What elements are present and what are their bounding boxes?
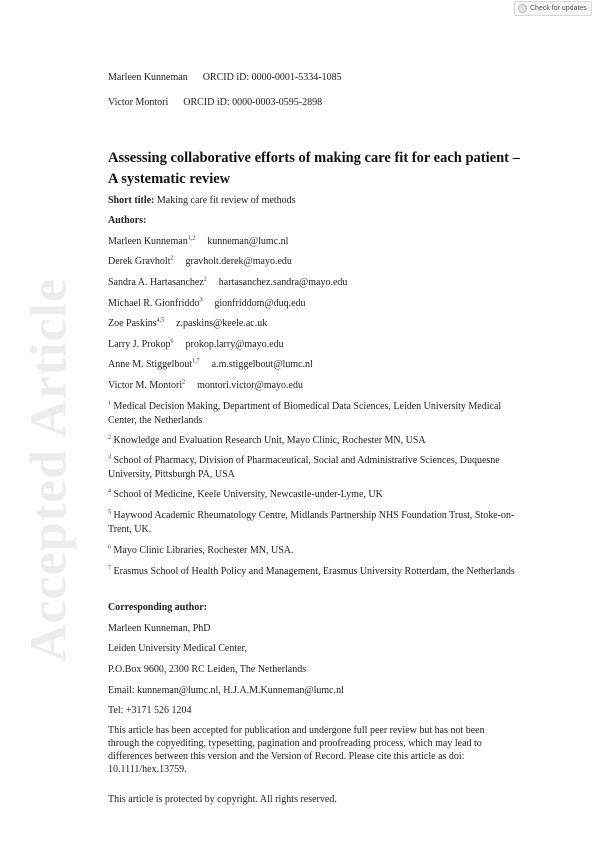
accepted-article-watermark: Accepted Article bbox=[20, 277, 78, 663]
corresponding-name: Marleen Kunneman, PhD bbox=[108, 623, 211, 634]
author-row bbox=[108, 298, 306, 309]
author-affiliation-numbers: 2 bbox=[203, 276, 207, 283]
affiliation-text: Haywood Academic Rheumatology Centre, Midlands Partnership NHS Foundation Trust, Stoke-on-Trent, UK. bbox=[108, 510, 515, 535]
author-row bbox=[108, 318, 267, 329]
short-title-value: Making care fit review of methods bbox=[156, 195, 296, 206]
author-email[interactable]: montori.victor@mayo.edu bbox=[197, 380, 303, 391]
corresponding-email[interactable]: Email: kunneman@lumc.nl, H.J.A.M.Kunneman@lumc.nl bbox=[108, 685, 344, 696]
copyright-notice: This article is protected by copyright. All rights reserved. bbox=[108, 794, 337, 805]
affiliation-item bbox=[108, 400, 518, 428]
author-row bbox=[108, 339, 284, 350]
author-name: Victor M. Montori bbox=[108, 380, 183, 391]
author-email[interactable]: a.m.stiggelbout@lumc.nl bbox=[211, 359, 313, 370]
orcid-author-name: Victor Montori bbox=[108, 97, 169, 108]
orcid-line-montori bbox=[108, 97, 322, 108]
author-affiliation-numbers: 6 bbox=[170, 338, 174, 345]
affiliation-item bbox=[108, 544, 518, 558]
author-email[interactable]: kunneman@lumc.nl bbox=[207, 236, 289, 247]
affiliation-item bbox=[108, 488, 518, 502]
author-name: Michael R. Gionfriddo bbox=[108, 298, 200, 309]
orcid-line-kunneman bbox=[108, 72, 342, 83]
affiliation-item bbox=[108, 509, 518, 537]
orcid-id[interactable]: ORCID iD: 0000-0003-0595-2898 bbox=[183, 97, 323, 108]
author-affiliation-numbers: 1,2 bbox=[187, 235, 196, 242]
short-title bbox=[108, 195, 295, 206]
article-title: Assessing collaborative efforts of making care fit for each patient – A systematic review bbox=[108, 150, 520, 187]
affiliation-text: Medical Decision Making, Department of Biomedical Data Sciences, Leiden University Medical Center, the Netherlands bbox=[108, 401, 502, 426]
corresponding-tel: Tel: +3171 526 1204 bbox=[108, 705, 192, 716]
author-name: Anne M. Stiggelbout bbox=[108, 359, 193, 370]
corresponding-address: P.O.Box 9600, 2300 RC Leiden, The Netherlands bbox=[108, 664, 307, 675]
short-title-label: Short title: bbox=[108, 195, 155, 206]
author-affiliation-numbers: 2 bbox=[182, 379, 186, 386]
author-row bbox=[108, 380, 303, 391]
affiliation-item bbox=[108, 565, 518, 579]
author-name: Sandra A. Hartasanchez bbox=[108, 277, 204, 288]
affiliation-number: 6 bbox=[108, 544, 111, 551]
orcid-author-name: Marleen Kunneman bbox=[108, 72, 188, 83]
author-affiliation-numbers: 2 bbox=[170, 255, 174, 262]
author-affiliation-numbers: 4,5 bbox=[156, 317, 165, 324]
author-name: Derek Gravholt bbox=[108, 256, 171, 267]
orcid-id[interactable]: ORCID iD: 0000-0001-5334-1085 bbox=[202, 72, 342, 83]
author-email[interactable]: gravholt.derek@mayo.edu bbox=[185, 256, 292, 267]
affiliation-number: 1 bbox=[108, 400, 111, 407]
affiliation-number: 5 bbox=[108, 509, 111, 516]
affiliation-number: 4 bbox=[108, 488, 111, 495]
author-row bbox=[108, 359, 313, 370]
affiliation-item bbox=[108, 454, 518, 482]
corresponding-institution: Leiden University Medical Center, bbox=[108, 643, 247, 654]
affiliation-number: 3 bbox=[108, 454, 111, 461]
author-row bbox=[108, 236, 288, 247]
affiliation-text: School of Medicine, Keele University, Newcastle-under-Lyme, UK bbox=[113, 489, 383, 500]
authors-heading: Authors: bbox=[108, 215, 147, 226]
author-row bbox=[108, 256, 292, 267]
accepted-notice: This article has been accepted for publication and undergone full peer review but has not been through the copyediting, typesetting, pagination and proofreading process, which may lead to differences between this version and the Version of Record. Please cite this article as doi: 10.1111/hex.13759. bbox=[108, 725, 485, 775]
author-email[interactable]: z.paskins@keele.ac.uk bbox=[176, 318, 268, 329]
author-email[interactable]: gionfriddom@duq.edu bbox=[214, 298, 306, 309]
affiliation-text: Erasmus School of Health Policy and Management, Erasmus University Rotterdam, the Netherlands bbox=[113, 566, 515, 577]
corresponding-heading: Corresponding author: bbox=[108, 602, 207, 613]
check-for-updates-label: Check for updates bbox=[530, 5, 587, 12]
affiliation-number: 2 bbox=[108, 434, 111, 441]
update-check-icon bbox=[518, 4, 527, 13]
author-name: Zoe Paskins bbox=[108, 318, 157, 329]
author-affiliation-numbers: 1,7 bbox=[192, 358, 200, 365]
author-affiliation-numbers: 3 bbox=[199, 297, 203, 304]
author-name: Marleen Kunneman bbox=[108, 236, 188, 247]
affiliation-item bbox=[108, 434, 518, 448]
check-for-updates-badge[interactable] bbox=[514, 1, 592, 16]
affiliation-number: 7 bbox=[108, 565, 111, 572]
author-row bbox=[108, 277, 347, 288]
affiliation-text: Knowledge and Evaluation Research Unit, Mayo Clinic, Rochester MN, USA bbox=[113, 435, 426, 446]
affiliation-text: Mayo Clinic Libraries, Rochester MN, USA. bbox=[113, 545, 294, 556]
affiliation-text: School of Pharmacy, Division of Pharmaceutical, Social and Administrative Sciences, Duquesne University, Pittsburgh PA, USA bbox=[108, 455, 500, 480]
author-email[interactable]: hartasanchez.sandra@mayo.edu bbox=[218, 277, 348, 288]
author-email[interactable]: prokop.larry@mayo.edu bbox=[185, 339, 284, 350]
author-name: Larry J. Prokop bbox=[108, 339, 171, 350]
